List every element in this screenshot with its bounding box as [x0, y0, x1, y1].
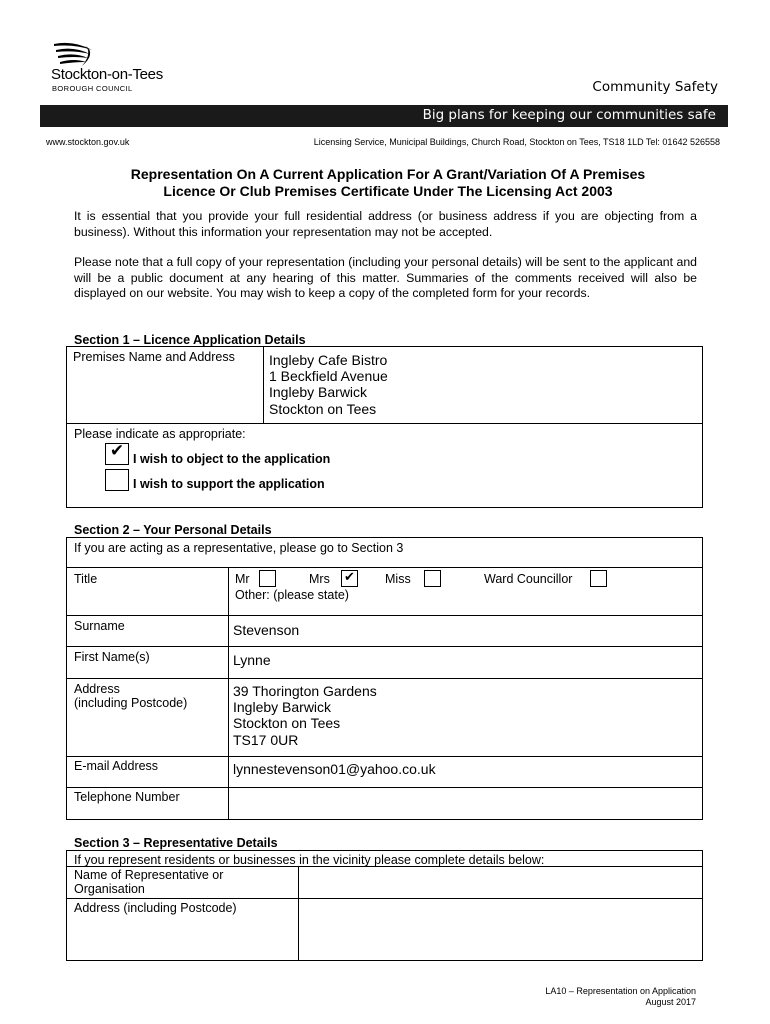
- email-label: E-mail Address: [74, 759, 159, 773]
- divider: [66, 866, 703, 867]
- section-3-note: If you represent residents or businesses in the vicinity please complete details below:: [74, 853, 545, 867]
- rep-name-label: [74, 868, 223, 896]
- banner-text: Big plans for keeping our communities safe: [422, 107, 716, 123]
- support-checkbox[interactable]: [105, 469, 129, 491]
- section-2-note: If you are acting as a representative, please go to Section 3: [74, 541, 404, 555]
- section-3-box: [66, 850, 703, 961]
- premises-label: Premises Name and Address: [73, 350, 235, 364]
- column-divider: [298, 866, 299, 961]
- title-option-mr: Mr: [235, 572, 250, 586]
- premises-line: Ingleby Cafe Bistro: [269, 352, 388, 368]
- council-logo-icon: [52, 40, 96, 68]
- title-option-ward-councillor: Ward Councillor: [484, 572, 573, 586]
- divider: [66, 898, 703, 899]
- logo-name: Stockton-on-Tees: [51, 66, 163, 83]
- premises-address[interactable]: [269, 352, 388, 417]
- title-option-mrs: Mrs: [309, 572, 330, 586]
- email-field[interactable]: lynnestevenson01@yahoo.co.uk: [233, 761, 436, 777]
- support-label: I wish to support the application: [133, 477, 325, 491]
- title-option-miss: Miss: [385, 572, 411, 586]
- check-icon: ✔: [344, 569, 355, 584]
- logo-subtitle: BOROUGH COUNCIL: [52, 84, 133, 93]
- address-line: Ingleby Barwick: [233, 699, 332, 716]
- divider: [66, 423, 703, 424]
- address-line: Stockton on Tees: [233, 715, 341, 732]
- website-link[interactable]: www.stockton.gov.uk: [46, 137, 130, 147]
- premises-label-cell: [66, 346, 264, 424]
- section-2-box: [66, 537, 703, 820]
- form-title-line-2: Licence Or Club Premises Certificate Under The Licensing Act 2003: [163, 183, 613, 199]
- premises-line: 1 Beckfield Avenue: [269, 368, 388, 385]
- mr-checkbox[interactable]: [259, 570, 276, 587]
- first-name-field[interactable]: Lynne: [233, 652, 271, 668]
- address-label: [74, 682, 187, 710]
- title-other-label: Other: (please state): [235, 588, 349, 602]
- address-field[interactable]: [233, 683, 377, 748]
- section-1-heading: Section 1 – Licence Application Details: [74, 333, 306, 347]
- footer: [545, 986, 696, 1008]
- indicate-label: Please indicate as appropriate:: [74, 427, 246, 441]
- premises-line: Stockton on Tees: [269, 400, 377, 417]
- intro-paragraph-2: Please note that a full copy of your representation (including your personal details) will be sent to the applicant and will be a public document at any hearing of this matter. Summaries of the comments received will also be displayed on our website. You may wish to keep a copy of the completed form for your records.: [74, 255, 697, 301]
- form-reference: LA10 – Representation on Application: [545, 986, 696, 996]
- form-title: [70, 166, 706, 200]
- rep-address-label: Address (including Postcode): [74, 901, 237, 915]
- divider: [66, 678, 703, 679]
- intro-paragraph-1: It is essential that you provide your full residential address (or business address if you are objecting from a business). Without this information your representation may not be accepted.: [74, 209, 697, 239]
- address-line: TS17 0UR: [233, 731, 299, 748]
- rep-address-field[interactable]: [300, 900, 700, 958]
- premises-line: Ingleby Barwick: [269, 384, 368, 401]
- divider: [66, 646, 703, 647]
- first-name-label: First Name(s): [74, 650, 150, 664]
- surname-label: Surname: [74, 619, 125, 633]
- department-name: Community Safety: [592, 79, 718, 95]
- divider: [66, 787, 703, 788]
- object-label: I wish to object to the application: [133, 452, 331, 466]
- divider: [66, 756, 703, 757]
- column-divider: [228, 567, 229, 820]
- object-checkbox[interactable]: [105, 443, 129, 465]
- address-line: 39 Thorington Gardens: [233, 683, 377, 699]
- ward-councillor-checkbox[interactable]: [590, 570, 607, 587]
- mrs-checkbox[interactable]: [341, 570, 358, 587]
- address-label-line: (including Postcode): [74, 696, 188, 710]
- miss-checkbox[interactable]: [424, 570, 441, 587]
- check-icon: ✔: [109, 441, 125, 460]
- rep-name-field[interactable]: [300, 868, 700, 897]
- rep-name-label-line: Organisation: [74, 882, 145, 896]
- section-1-box: [66, 346, 703, 508]
- telephone-label: Telephone Number: [74, 790, 180, 804]
- rep-name-label-line: Name of Representative or: [74, 868, 224, 882]
- form-date: August 2017: [645, 997, 696, 1007]
- divider: [66, 567, 703, 568]
- section-2-heading: Section 2 – Your Personal Details: [74, 523, 272, 537]
- banner: [40, 105, 728, 127]
- divider: [66, 615, 703, 616]
- title-label: Title: [74, 572, 98, 586]
- surname-field[interactable]: Stevenson: [233, 622, 300, 638]
- form-title-line-1: Representation On A Current Application For A Grant/Variation Of A Premises: [130, 166, 646, 182]
- contact-line: Licensing Service, Municipal Buildings, Church Road, Stockton on Tees, TS18 1LD Tel: 01642 526558: [313, 137, 720, 147]
- section-3-heading: Section 3 – Representative Details: [74, 836, 278, 850]
- address-label-line: Address: [74, 682, 120, 696]
